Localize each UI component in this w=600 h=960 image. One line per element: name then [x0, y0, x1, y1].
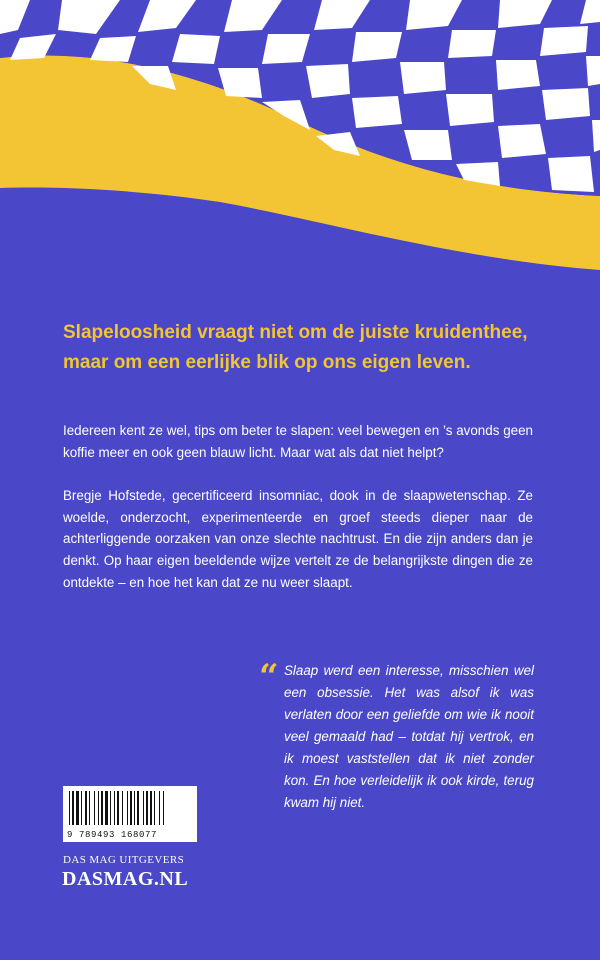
tagline	[63, 318, 563, 378]
barcode	[63, 786, 197, 842]
tagline-line-1: Slapeloosheid vraagt niet om de juiste kruidenthee,	[63, 322, 528, 343]
quote-mark-icon: “	[259, 657, 279, 697]
blurb-paragraph-2: Bregje Hofstede, gecertificeerd insomniac, dook in de slaapwetenschap. Ze woelde, onderzocht, experimenteerde en groef steeds dieper naar de achterliggende oorzaken van onze slechte nachtrust. En die zijn anders dan je denkt. Op haar eigen beeldende wijze vertelt ze de belangrijkste dingen die ze ontdekte – en hoe het kan dat ze nu weer slaapt.	[63, 488, 533, 590]
pull-quote: Slaap werd een interesse, misschien wel een obsessie. Het was alsof ik was verlaten door een geliefde om wie ik nooit veel gemaald had – totdat hij vertrok, en ik moest vaststellen dat ik niet zonder kon. En hoe verleidelijk ik ook kirde, terug kwam hij niet.	[284, 663, 534, 810]
barcode-bars-icon	[69, 791, 187, 825]
isbn-number: 9 789493 168077	[67, 830, 158, 840]
publisher-website: DASMAG.NL	[62, 868, 189, 890]
geometric-pattern-illustration	[0, 0, 600, 270]
tagline-line-2: maar om een eerlijke blik op ons eigen leven.	[63, 352, 471, 373]
blurb	[63, 420, 533, 615]
blurb-paragraph-1: Iedereen kent ze wel, tips om beter te slapen: veel bewegen en ’s avonds geen koffie meer en ook geen blauw licht. Maar wat als dat niet helpt?	[63, 423, 533, 460]
publisher-name: DAS MAG UITGEVERS	[63, 854, 185, 866]
